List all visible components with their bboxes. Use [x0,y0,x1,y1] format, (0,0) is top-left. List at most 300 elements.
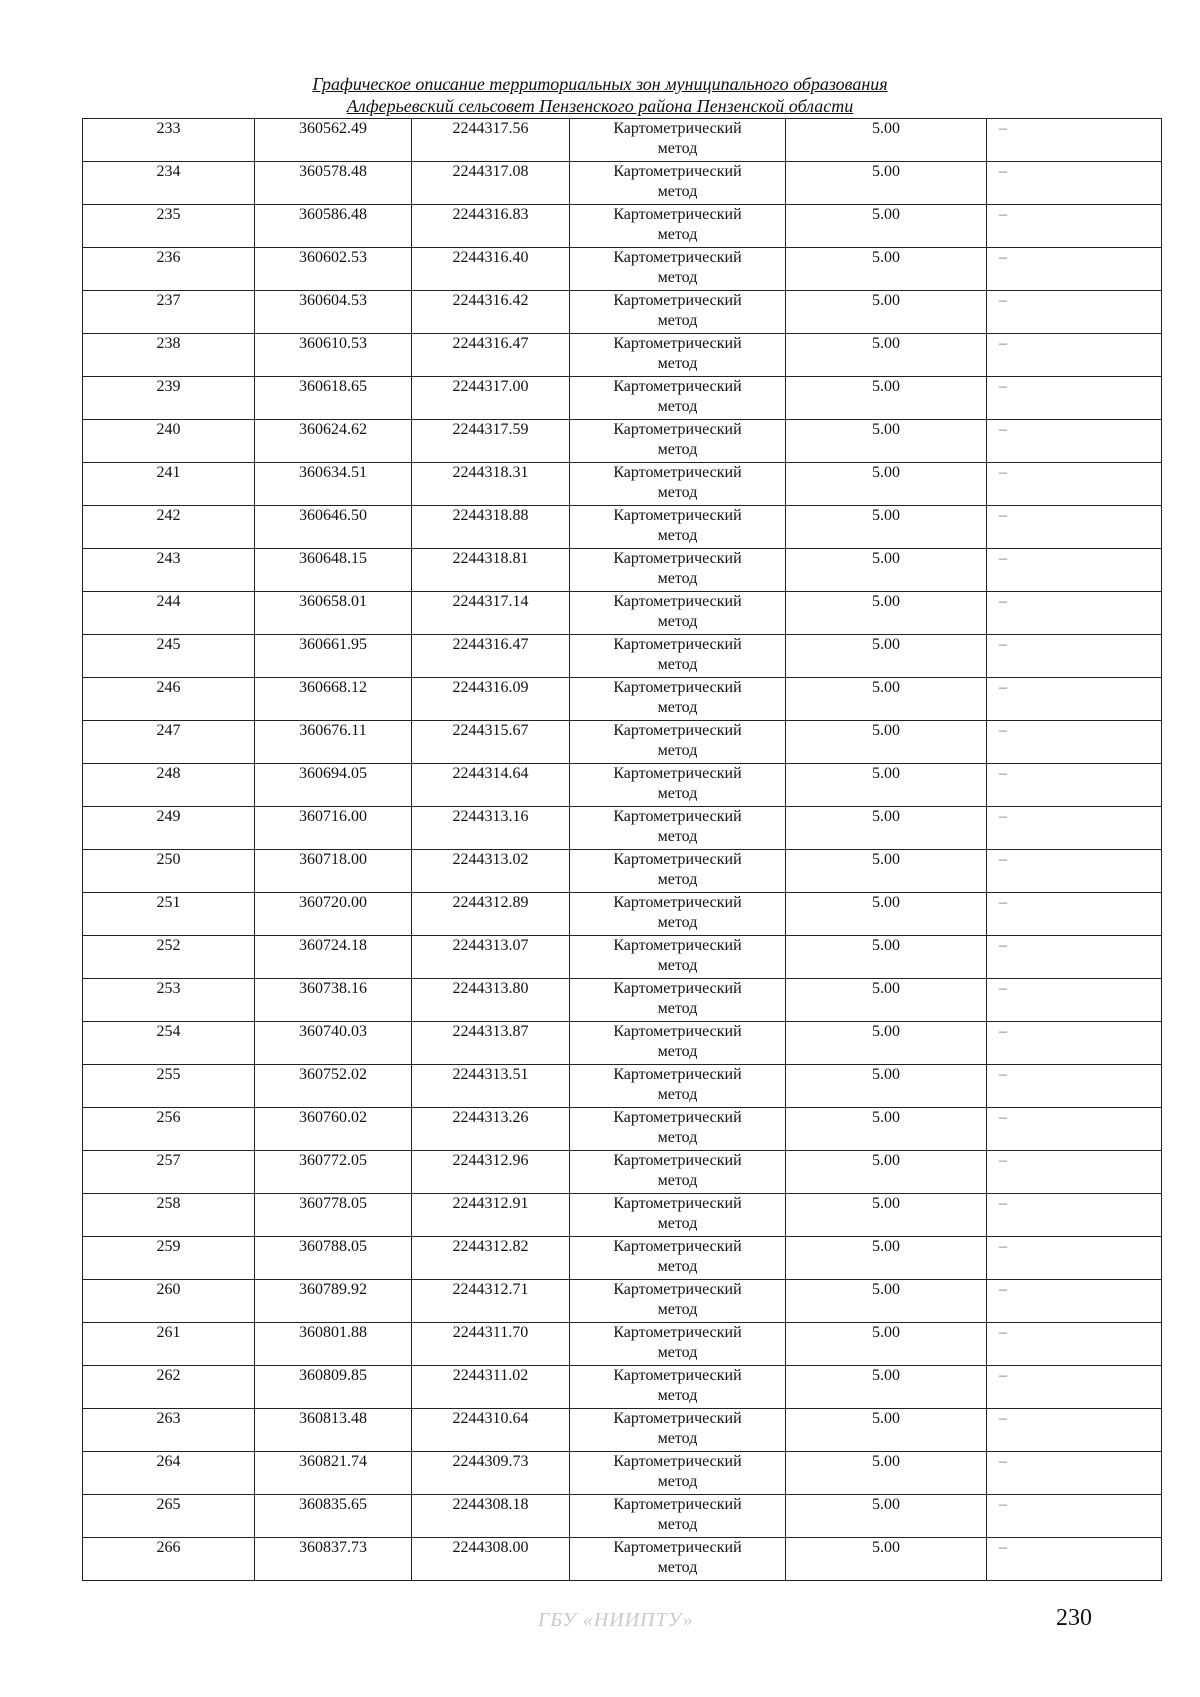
method-line-1: Картометрический [613,765,742,782]
table-row [83,592,1162,635]
note-cell: – [987,1022,1162,1065]
method-line-2: метод [657,785,698,802]
coordinate-y-cell: 2244310.64 [412,1409,570,1452]
note-cell: – [987,549,1162,592]
note-cell: – [987,893,1162,936]
method-cell [570,1323,786,1366]
table-row [83,291,1162,334]
accuracy-cell: 5.00 [786,334,987,377]
method-cell [570,506,786,549]
note-cell: – [987,979,1162,1022]
method-line-1: Картометрический [613,464,742,481]
coordinate-y-cell: 2244308.00 [412,1538,570,1581]
method-line-1: Картометрический [613,1066,742,1083]
method-line-2: метод [657,1301,698,1318]
accuracy-cell: 5.00 [786,1409,987,1452]
method-cell [570,1280,786,1323]
coordinate-y-cell: 2244311.70 [412,1323,570,1366]
coordinate-y-cell: 2244309.73 [412,1452,570,1495]
note-cell: – [987,1194,1162,1237]
method-cell [570,1366,786,1409]
accuracy-cell: 5.00 [786,291,987,334]
method-cell [570,377,786,420]
accuracy-cell: 5.00 [786,1065,987,1108]
point-number-cell: 233 [83,119,255,162]
page-footer [0,1605,1200,1635]
coordinate-y-cell: 2244315.67 [412,721,570,764]
accuracy-cell: 5.00 [786,979,987,1022]
point-number-cell: 263 [83,1409,255,1452]
coordinate-x-cell: 360676.11 [255,721,412,764]
table-row [83,1538,1162,1581]
table-row [83,1194,1162,1237]
method-cell [570,764,786,807]
point-number-cell: 253 [83,979,255,1022]
method-line-1: Картометрический [613,1539,742,1556]
table-row [83,1280,1162,1323]
coordinate-x-cell: 360716.00 [255,807,412,850]
coordinate-y-cell: 2244316.40 [412,248,570,291]
coordinate-y-cell: 2244317.00 [412,377,570,420]
method-line-2: метод [657,1215,698,1232]
point-number-cell: 243 [83,549,255,592]
note-cell: – [987,506,1162,549]
method-cell [570,592,786,635]
method-cell [570,162,786,205]
coordinate-x-cell: 360668.12 [255,678,412,721]
note-cell: – [987,205,1162,248]
note-cell: – [987,334,1162,377]
method-line-2: метод [657,1559,698,1576]
footer-organization: ГБУ «НИИПТУ» [538,1609,694,1631]
method-line-1: Картометрический [613,1453,742,1470]
method-line-1: Картометрический [613,1410,742,1427]
method-line-2: метод [657,570,698,587]
coordinate-x-cell: 360694.05 [255,764,412,807]
method-line-2: метод [657,269,698,286]
accuracy-cell: 5.00 [786,807,987,850]
method-line-2: метод [657,1129,698,1146]
method-cell [570,1194,786,1237]
method-cell [570,463,786,506]
method-line-1: Картометрический [613,1023,742,1040]
method-cell [570,1495,786,1538]
point-number-cell: 265 [83,1495,255,1538]
method-line-1: Картометрический [613,980,742,997]
table-row [83,936,1162,979]
method-cell [570,979,786,1022]
note-cell: – [987,850,1162,893]
method-line-1: Картометрический [613,1324,742,1341]
table-row [83,635,1162,678]
note-cell: – [987,635,1162,678]
accuracy-cell: 5.00 [786,1022,987,1065]
accuracy-cell: 5.00 [786,1237,987,1280]
point-number-cell: 239 [83,377,255,420]
note-cell: – [987,1280,1162,1323]
point-number-cell: 248 [83,764,255,807]
accuracy-cell: 5.00 [786,1366,987,1409]
coordinate-x-cell: 360788.05 [255,1237,412,1280]
method-line-1: Картометрический [613,1238,742,1255]
method-line-2: метод [657,1387,698,1404]
table-row [83,377,1162,420]
method-line-1: Картометрический [613,120,742,137]
method-line-1: Картометрический [613,335,742,352]
method-line-2: метод [657,140,698,157]
method-line-2: метод [657,613,698,630]
accuracy-cell: 5.00 [786,420,987,463]
coordinate-x-cell: 360789.92 [255,1280,412,1323]
table-row [83,420,1162,463]
table-row [83,248,1162,291]
method-line-2: метод [657,312,698,329]
note-cell: – [987,1323,1162,1366]
coordinate-x-cell: 360586.48 [255,205,412,248]
point-number-cell: 242 [83,506,255,549]
coordinate-y-cell: 2244316.47 [412,635,570,678]
accuracy-cell: 5.00 [786,1151,987,1194]
coordinate-y-cell: 2244318.31 [412,463,570,506]
coordinate-y-cell: 2244317.59 [412,420,570,463]
accuracy-cell: 5.00 [786,1538,987,1581]
coordinate-y-cell: 2244318.81 [412,549,570,592]
coordinate-x-cell: 360772.05 [255,1151,412,1194]
accuracy-cell: 5.00 [786,592,987,635]
accuracy-cell: 5.00 [786,248,987,291]
point-number-cell: 259 [83,1237,255,1280]
note-cell: – [987,248,1162,291]
accuracy-cell: 5.00 [786,764,987,807]
accuracy-cell: 5.00 [786,1452,987,1495]
table-row [83,721,1162,764]
point-number-cell: 260 [83,1280,255,1323]
method-cell [570,1022,786,1065]
coordinate-y-cell: 2244311.02 [412,1366,570,1409]
note-cell: – [987,420,1162,463]
accuracy-cell: 5.00 [786,549,987,592]
method-line-1: Картометрический [613,679,742,696]
method-cell [570,678,786,721]
method-line-1: Картометрический [613,1195,742,1212]
accuracy-cell: 5.00 [786,377,987,420]
method-cell [570,807,786,850]
point-number-cell: 252 [83,936,255,979]
method-line-1: Картометрический [613,1281,742,1298]
coordinate-x-cell: 360809.85 [255,1366,412,1409]
method-line-2: метод [657,828,698,845]
coordinate-x-cell: 360604.53 [255,291,412,334]
table-row [83,1108,1162,1151]
method-line-2: метод [657,527,698,544]
coordinate-y-cell: 2244316.47 [412,334,570,377]
point-number-cell: 261 [83,1323,255,1366]
coordinate-y-cell: 2244313.26 [412,1108,570,1151]
coordinate-y-cell: 2244312.71 [412,1280,570,1323]
method-line-1: Картометрический [613,593,742,610]
method-cell [570,893,786,936]
note-cell: – [987,1409,1162,1452]
coordinate-x-cell: 360658.01 [255,592,412,635]
method-cell [570,1065,786,1108]
coordinate-x-cell: 360610.53 [255,334,412,377]
method-line-2: метод [657,1473,698,1490]
method-line-2: метод [657,1258,698,1275]
table-row [83,162,1162,205]
method-line-2: метод [657,1000,698,1017]
coordinate-x-cell: 360821.74 [255,1452,412,1495]
coordinate-x-cell: 360813.48 [255,1409,412,1452]
point-number-cell: 245 [83,635,255,678]
accuracy-cell: 5.00 [786,1108,987,1151]
method-line-2: метод [657,1172,698,1189]
note-cell: – [987,764,1162,807]
coordinate-x-cell: 360720.00 [255,893,412,936]
method-line-1: Картометрический [613,1152,742,1169]
coordinate-y-cell: 2244312.91 [412,1194,570,1237]
note-cell: – [987,1108,1162,1151]
method-line-1: Картометрический [613,636,742,653]
coordinate-y-cell: 2244313.07 [412,936,570,979]
method-line-2: метод [657,1430,698,1447]
accuracy-cell: 5.00 [786,721,987,764]
table-row [83,678,1162,721]
table-row [83,506,1162,549]
coordinate-y-cell: 2244313.16 [412,807,570,850]
table-row [83,334,1162,377]
method-line-2: метод [657,441,698,458]
method-cell [570,1538,786,1581]
coordinate-y-cell: 2244312.96 [412,1151,570,1194]
accuracy-cell: 5.00 [786,936,987,979]
coordinate-x-cell: 360835.65 [255,1495,412,1538]
method-cell [570,936,786,979]
method-line-1: Картометрический [613,249,742,266]
note-cell: – [987,119,1162,162]
method-line-2: метод [657,1086,698,1103]
accuracy-cell: 5.00 [786,205,987,248]
point-number-cell: 264 [83,1452,255,1495]
method-cell [570,334,786,377]
coordinate-x-cell: 360801.88 [255,1323,412,1366]
method-line-1: Картометрический [613,550,742,567]
table-row [83,1495,1162,1538]
point-number-cell: 238 [83,334,255,377]
table-row [83,1237,1162,1280]
coordinate-x-cell: 360634.51 [255,463,412,506]
table-row [83,1409,1162,1452]
method-line-2: метод [657,871,698,888]
method-cell [570,549,786,592]
coordinate-y-cell: 2244317.56 [412,119,570,162]
coordinate-y-cell: 2244312.82 [412,1237,570,1280]
method-line-1: Картометрический [613,851,742,868]
accuracy-cell: 5.00 [786,850,987,893]
accuracy-cell: 5.00 [786,162,987,205]
table-row [83,979,1162,1022]
method-line-2: метод [657,957,698,974]
method-line-1: Картометрический [613,722,742,739]
coordinate-x-cell: 360648.15 [255,549,412,592]
point-number-cell: 255 [83,1065,255,1108]
note-cell: – [987,463,1162,506]
method-line-1: Картометрический [613,937,742,954]
coordinate-x-cell: 360760.02 [255,1108,412,1151]
coordinates-table-body [83,119,1162,1581]
table-row [83,1022,1162,1065]
point-number-cell: 258 [83,1194,255,1237]
coordinate-x-cell: 360724.18 [255,936,412,979]
table-row [83,1065,1162,1108]
coordinate-y-cell: 2244317.08 [412,162,570,205]
coordinate-y-cell: 2244314.64 [412,764,570,807]
accuracy-cell: 5.00 [786,119,987,162]
point-number-cell: 237 [83,291,255,334]
table-row [83,1323,1162,1366]
method-cell [570,291,786,334]
point-number-cell: 235 [83,205,255,248]
coordinate-y-cell: 2244312.89 [412,893,570,936]
method-line-1: Картометрический [613,1109,742,1126]
method-cell [570,1409,786,1452]
coordinate-y-cell: 2244313.02 [412,850,570,893]
note-cell: – [987,1366,1162,1409]
method-cell [570,205,786,248]
point-number-cell: 249 [83,807,255,850]
method-line-2: метод [657,742,698,759]
coordinate-y-cell: 2244313.87 [412,1022,570,1065]
note-cell: – [987,377,1162,420]
point-number-cell: 266 [83,1538,255,1581]
point-number-cell: 262 [83,1366,255,1409]
method-line-2: метод [657,1344,698,1361]
coordinate-y-cell: 2244316.42 [412,291,570,334]
page-number: 230 [1056,1605,1092,1631]
method-line-1: Картометрический [613,378,742,395]
table-row [83,1151,1162,1194]
table-row [83,549,1162,592]
method-cell [570,248,786,291]
coordinate-y-cell: 2244308.18 [412,1495,570,1538]
coordinate-x-cell: 360624.62 [255,420,412,463]
method-cell [570,850,786,893]
method-line-2: метод [657,183,698,200]
method-line-1: Картометрический [613,206,742,223]
method-line-2: метод [657,484,698,501]
method-line-1: Картометрический [613,421,742,438]
note-cell: – [987,678,1162,721]
table-row [83,807,1162,850]
coordinate-y-cell: 2244317.14 [412,592,570,635]
method-cell [570,119,786,162]
coordinate-x-cell: 360602.53 [255,248,412,291]
method-line-2: метод [657,1516,698,1533]
coordinate-x-cell: 360718.00 [255,850,412,893]
point-number-cell: 244 [83,592,255,635]
method-line-2: метод [657,355,698,372]
table-row [83,1366,1162,1409]
point-number-cell: 241 [83,463,255,506]
page-header [0,73,1200,117]
accuracy-cell: 5.00 [786,1280,987,1323]
method-line-1: Картометрический [613,163,742,180]
accuracy-cell: 5.00 [786,506,987,549]
coordinate-y-cell: 2244318.88 [412,506,570,549]
accuracy-cell: 5.00 [786,1323,987,1366]
point-number-cell: 251 [83,893,255,936]
coordinate-x-cell: 360618.65 [255,377,412,420]
point-number-cell: 246 [83,678,255,721]
method-cell [570,420,786,463]
coordinates-table [82,118,1162,1581]
method-cell [570,635,786,678]
method-cell [570,1108,786,1151]
point-number-cell: 250 [83,850,255,893]
table-row [83,205,1162,248]
table-row [83,893,1162,936]
table-row [83,850,1162,893]
method-line-1: Картометрический [613,507,742,524]
table-row [83,119,1162,162]
note-cell: – [987,1151,1162,1194]
accuracy-cell: 5.00 [786,1495,987,1538]
accuracy-cell: 5.00 [786,678,987,721]
method-line-1: Картометрический [613,1367,742,1384]
point-number-cell: 240 [83,420,255,463]
method-line-2: метод [657,914,698,931]
method-line-1: Картометрический [613,1496,742,1513]
coordinate-x-cell: 360578.48 [255,162,412,205]
accuracy-cell: 5.00 [786,1194,987,1237]
method-line-2: метод [657,226,698,243]
method-cell [570,1151,786,1194]
note-cell: – [987,162,1162,205]
method-cell [570,1452,786,1495]
method-line-2: метод [657,1043,698,1060]
note-cell: – [987,592,1162,635]
coordinate-x-cell: 360562.49 [255,119,412,162]
coordinate-x-cell: 360740.03 [255,1022,412,1065]
point-number-cell: 236 [83,248,255,291]
note-cell: – [987,1065,1162,1108]
point-number-cell: 257 [83,1151,255,1194]
coordinate-x-cell: 360837.73 [255,1538,412,1581]
coordinate-x-cell: 360778.05 [255,1194,412,1237]
point-number-cell: 234 [83,162,255,205]
table-row [83,764,1162,807]
note-cell: – [987,1495,1162,1538]
note-cell: – [987,1237,1162,1280]
point-number-cell: 254 [83,1022,255,1065]
coordinate-y-cell: 2244316.09 [412,678,570,721]
note-cell: – [987,721,1162,764]
point-number-cell: 247 [83,721,255,764]
note-cell: – [987,936,1162,979]
note-cell: – [987,1452,1162,1495]
coordinate-y-cell: 2244313.80 [412,979,570,1022]
coordinate-x-cell: 360752.02 [255,1065,412,1108]
method-line-2: метод [657,656,698,673]
point-number-cell: 256 [83,1108,255,1151]
accuracy-cell: 5.00 [786,635,987,678]
method-cell [570,1237,786,1280]
accuracy-cell: 5.00 [786,463,987,506]
header-title-line-2: Алферьевский сельсовет Пензенского района Пензенской области [346,96,854,116]
coordinate-y-cell: 2244313.51 [412,1065,570,1108]
method-line-2: метод [657,699,698,716]
accuracy-cell: 5.00 [786,893,987,936]
note-cell: – [987,291,1162,334]
